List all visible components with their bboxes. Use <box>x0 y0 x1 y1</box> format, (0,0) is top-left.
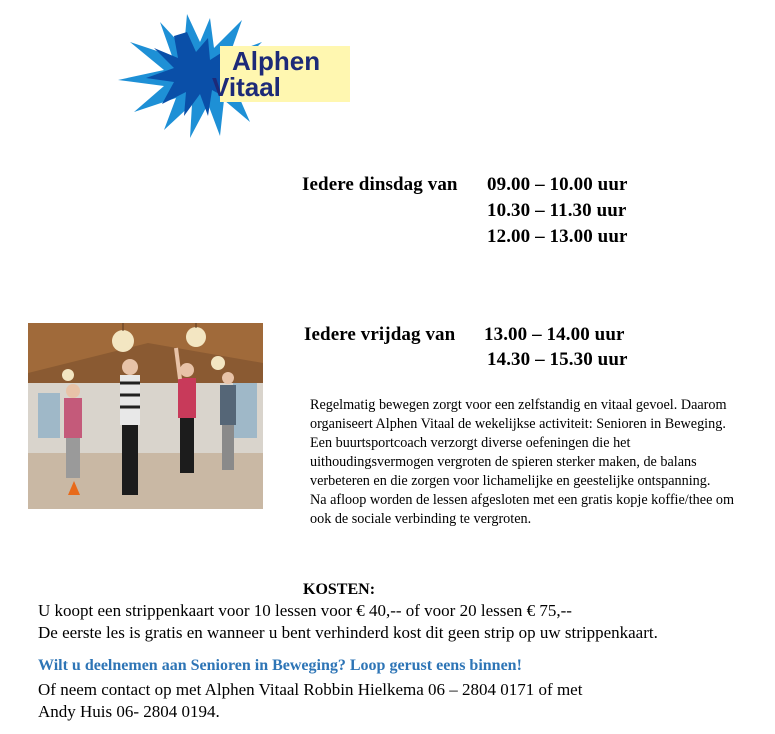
description-paragraph-1: Regelmatig bewegen zorgt voor een zelfstandig en vitaal gevoel. Daarom organiseert Alphen Vitaal de wekelijkse activiteit: Senioren in Beweging. Een buurtsportcoach verzorgt diverse oefeningen die het uithoudingsvermogen vergroten de spieren sterker maken, de balans verbeteren en die zorgen voor lichamelijke en geestelijke ontspanning. <box>310 397 727 489</box>
logo-line-vitaal: Vitaal <box>212 72 281 102</box>
tuesday-time-3: 12.00 – 13.00 uur <box>487 226 628 247</box>
costs-line-2: De eerste les is gratis en wanneer u bent verhinderd kost dit geen strip op uw strippenkaart. <box>38 623 658 642</box>
logo-line-alphen: Alphen <box>232 46 321 76</box>
friday-label: Iedere vrijdag van <box>304 324 456 345</box>
friday-time-2: 14.30 – 15.30 uur <box>487 349 628 370</box>
join-call-to-action: Wilt u deelnemen aan Senioren in Beweging? Loop gerust eens binnen! <box>38 657 522 674</box>
tuesday-label: Iedere dinsdag van <box>302 174 458 195</box>
contact-line-2: Andy Huis 06- 2804 0194. <box>38 702 220 721</box>
tuesday-time-1: 09.00 – 10.00 uur <box>487 174 628 195</box>
friday-time-1: 13.00 – 14.00 uur <box>484 324 625 345</box>
description-paragraph-2: Na afloop worden de lessen afgesloten met een gratis kopje koffie/thee om ook de sociale verbinding te vergroten. <box>310 492 735 527</box>
costs-line-1: U koopt een strippenkaart voor 10 lessen voor € 40,-- of voor 20 lessen € 75,-- <box>38 601 572 620</box>
costs-title: KOSTEN: <box>303 581 376 598</box>
seniors-exercise-photo <box>28 323 263 509</box>
contact-line-1: Of neem contact op met Alphen Vitaal Robbin Hielkema 06 – 2804 0171 of met <box>38 680 583 699</box>
alphen-vitaal-logo <box>112 12 362 142</box>
activity-description <box>310 396 750 529</box>
tuesday-time-2: 10.30 – 11.30 uur <box>487 200 627 221</box>
